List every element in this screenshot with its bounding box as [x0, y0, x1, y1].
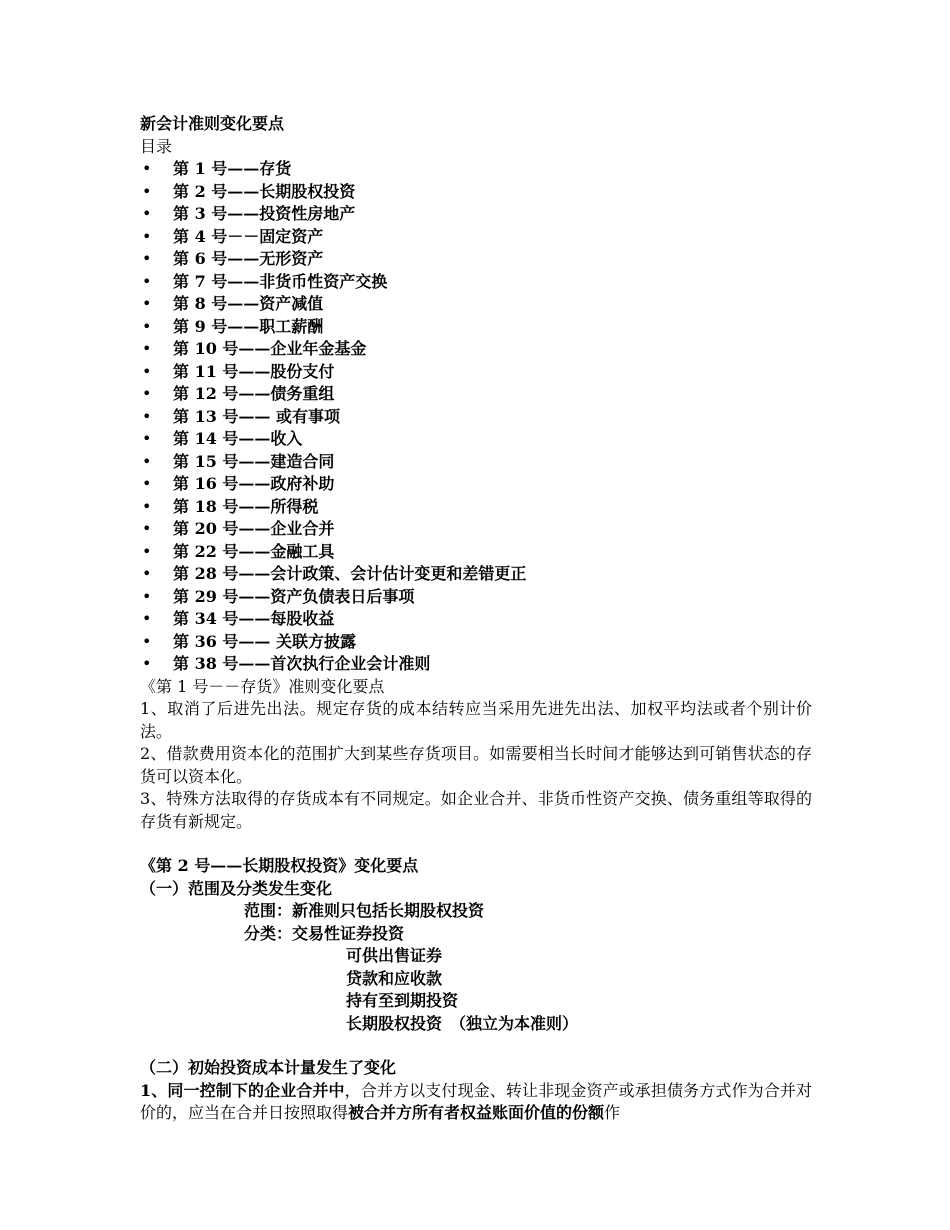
- toc-item: [140, 541, 812, 564]
- section2-class-item: 可供出售证券: [346, 946, 443, 965]
- toc-item-label: 第 34 号——每股收益: [173, 609, 335, 628]
- toc-item: [140, 383, 812, 406]
- bullet-icon: •: [142, 294, 152, 313]
- toc-item-label: 第 10 号——企业年金基金: [173, 339, 367, 358]
- section2-class-item: 长期股权投资 （独立为本准则）: [346, 1013, 579, 1033]
- toc-item-label: 第 2 号——长期股权投资: [173, 181, 356, 201]
- toc-item-label: 第 4 号－－固定资产: [173, 226, 324, 246]
- bullet-icon: •: [142, 586, 152, 606]
- bullet-icon: •: [142, 474, 152, 493]
- doc-title: 新会计准则变化要点: [140, 114, 285, 133]
- toc-item: [140, 518, 812, 541]
- toc-item-label: 第 1 号——存货: [173, 159, 292, 178]
- bullet-icon: •: [142, 541, 152, 561]
- bullet-icon: •: [142, 226, 152, 246]
- section1-point: 3、特殊方法取得的存货成本有不同规定。如企业合并、非货币性资产交换、债务重组等取得的存货有新规定。: [140, 789, 812, 831]
- bullet-icon: •: [142, 384, 152, 403]
- bullet-icon: •: [142, 564, 152, 583]
- para-bold-text: 1、同一控制下的企业合并中: [140, 1080, 345, 1100]
- toc-item: [140, 428, 812, 451]
- section2-class: 分类：交易性证券投资: [244, 923, 405, 943]
- section2-paragraph: [140, 1080, 812, 1125]
- bullet-icon: •: [142, 339, 152, 358]
- toc-item: [140, 158, 812, 181]
- toc-item: [140, 338, 812, 361]
- toc-item: [140, 473, 812, 496]
- bullet-icon: •: [142, 361, 152, 381]
- toc-item: [140, 226, 812, 249]
- bullet-icon: •: [142, 519, 152, 538]
- toc-item: [140, 361, 812, 384]
- toc-item-label: 第 22 号——金融工具: [173, 541, 335, 561]
- toc-item: [140, 496, 812, 519]
- spacer: [140, 833, 812, 855]
- section2-class-item: 贷款和应收款: [346, 968, 443, 988]
- bullet-icon: •: [142, 609, 152, 628]
- toc-item-label: 第 28 号——会计政策、会计估计变更和差错更正: [173, 564, 527, 583]
- bullet-icon: •: [142, 451, 152, 471]
- toc-item-label: 第 14 号——收入: [173, 429, 303, 448]
- bullet-icon: •: [142, 654, 152, 673]
- toc-item-label: 第 11 号——股份支付: [173, 361, 335, 381]
- toc-item-label: 第 36 号—— 关联方披露: [173, 631, 356, 651]
- para-text: 作: [604, 1103, 621, 1122]
- section2-class-item: 持有至到期投资: [346, 991, 459, 1010]
- section2-title: 《第 2 号——长期股权投资》变化要点: [140, 856, 419, 875]
- toc-item-label: 第 15 号——建造合同: [173, 451, 335, 471]
- toc-item-label: 第 18 号——所得税: [173, 496, 319, 516]
- toc-item-label: 第 3 号——投资性房地产: [173, 204, 356, 223]
- toc-item-label: 第 16 号——政府补助: [173, 474, 335, 493]
- toc-item: [140, 293, 812, 316]
- toc-heading: 目录: [140, 136, 173, 156]
- bullet-icon: •: [142, 249, 152, 268]
- toc-item-label: 第 38 号——首次执行企业会计准则: [173, 654, 431, 673]
- toc-item-label: 第 13 号—— 或有事项: [173, 406, 340, 426]
- toc-item: [140, 271, 812, 294]
- section2-sub1: （一）范围及分类发生变化: [140, 878, 333, 898]
- toc-item: [140, 608, 812, 631]
- section2-sub2: （二）初始投资成本计量发生了变化: [140, 1058, 397, 1077]
- bullet-icon: •: [142, 181, 152, 201]
- toc-item-label: 第 9 号——职工薪酬: [173, 316, 324, 336]
- toc-item-label: 第 6 号——无形资产: [173, 249, 324, 268]
- toc-item: [140, 563, 812, 586]
- toc-item: [140, 316, 812, 339]
- toc-item: [140, 653, 812, 676]
- section2-scope: 范围：新准则只包括长期股权投资: [244, 901, 485, 920]
- toc-item: [140, 248, 812, 271]
- bullet-icon: •: [142, 429, 152, 448]
- toc-list: [140, 158, 812, 676]
- bullet-icon: •: [142, 316, 152, 336]
- bullet-icon: •: [142, 204, 152, 223]
- section1-point: 2、借款费用资本化的范围扩大到某些存货项目。如需要相当长时间才能够达到可销售状态的存货可以资本化。: [140, 744, 812, 786]
- toc-item-label: 第 8 号——资产减值: [173, 294, 324, 313]
- toc-item: [140, 586, 812, 609]
- bullet-icon: •: [142, 496, 152, 516]
- toc-item: [140, 631, 812, 654]
- spacer: [140, 1035, 812, 1057]
- bullet-icon: •: [142, 631, 152, 651]
- toc-item: [140, 181, 812, 204]
- para-bold-text: 被合并方所有者权益账面价值的份额: [348, 1103, 605, 1122]
- document-page: [140, 113, 812, 1125]
- para-text: ，合并方以支付现金、转让非现金资产或承担债务方式作为合并对价的，应当在合并日按照取得: [140, 1080, 812, 1122]
- toc-item: [140, 406, 812, 429]
- toc-item: [140, 451, 812, 474]
- section1-title: 《第 1 号－－存货》准则变化要点: [140, 676, 385, 696]
- bullet-icon: •: [142, 271, 152, 291]
- bullet-icon: •: [142, 406, 152, 426]
- toc-item: [140, 203, 812, 226]
- bullet-icon: •: [142, 159, 152, 178]
- section1-point: 1、取消了后进先出法。规定存货的成本结转应当采用先进先出法、加权平均法或者个别计价法。: [140, 699, 812, 741]
- toc-item-label: 第 29 号——资产负债表日后事项: [173, 586, 415, 606]
- toc-item-label: 第 12 号——债务重组: [173, 384, 335, 403]
- toc-item-label: 第 7 号——非货币性资产交换: [173, 271, 388, 291]
- toc-item-label: 第 20 号——企业合并: [173, 519, 335, 538]
